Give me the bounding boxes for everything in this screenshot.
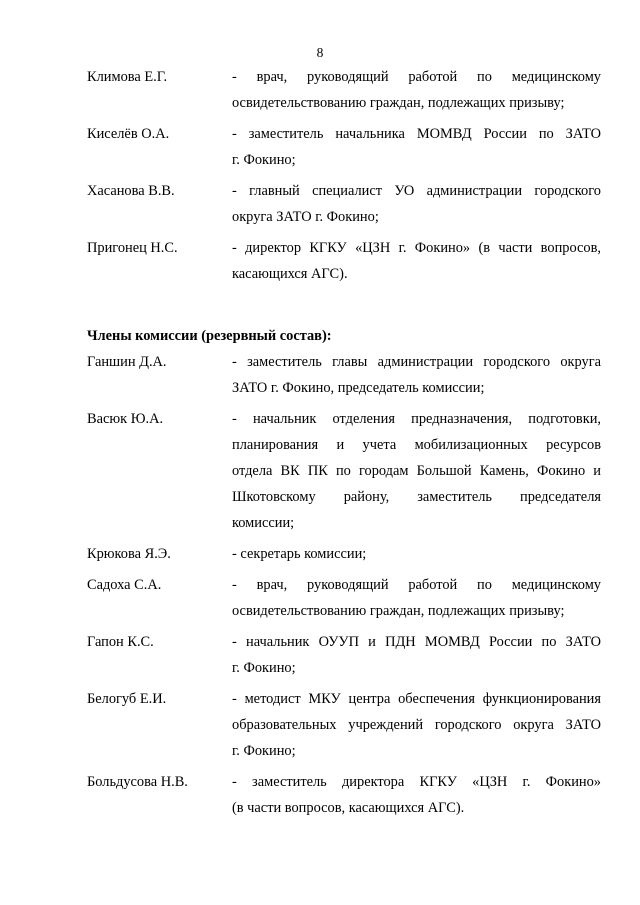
member-role bbox=[232, 629, 601, 681]
member-entry bbox=[87, 349, 601, 401]
member-entry bbox=[87, 686, 601, 764]
member-entry bbox=[87, 572, 601, 624]
member-name: Садоха С.А. bbox=[87, 577, 162, 593]
member-role-line: Шкотовскому району, заместитель председателя bbox=[232, 489, 601, 505]
member-role-line: - директор КГКУ «ЦЗН г. Фокино» (в части вопросов, bbox=[232, 240, 601, 256]
member-entry bbox=[87, 178, 601, 230]
member-role-line: - главный специалист УО администрации городского bbox=[232, 183, 601, 199]
member-role-line: планирования и учета мобилизационных ресурсов bbox=[232, 437, 601, 453]
member-name: Киселёв О.А. bbox=[87, 126, 170, 142]
member-role-line: касающихся АГС). bbox=[232, 266, 348, 282]
member-name: Больдусова Н.В. bbox=[87, 774, 188, 790]
member-role-line: освидетельствованию граждан, подлежащих призыву; bbox=[232, 603, 565, 619]
page-number: 8 bbox=[316, 45, 324, 60]
member-role-line: - методист МКУ центра обеспечения функционирования bbox=[232, 691, 601, 707]
reserve-members-heading: Члены комиссии (резервный состав): bbox=[87, 328, 332, 344]
member-entry bbox=[87, 64, 601, 116]
member-role bbox=[232, 349, 601, 401]
member-role-line: округа ЗАТО г. Фокино; bbox=[232, 209, 379, 225]
member-role bbox=[232, 572, 601, 624]
member-role bbox=[232, 541, 601, 567]
member-name: Васюк Ю.А. bbox=[87, 411, 164, 427]
member-entry bbox=[87, 541, 601, 567]
member-role-line: освидетельствованию граждан, подлежащих призыву; bbox=[232, 95, 565, 111]
member-role-line: г. Фокино; bbox=[232, 743, 296, 759]
member-name: Хасанова В.В. bbox=[87, 183, 175, 199]
member-name: Крюкова Я.Э. bbox=[87, 546, 171, 562]
member-role-line: г. Фокино; bbox=[232, 152, 296, 168]
member-role bbox=[232, 64, 601, 116]
member-role bbox=[232, 686, 601, 764]
member-role-line: - врач, руководящий работой по медицинскому bbox=[232, 69, 601, 85]
member-role-line: - заместитель главы администрации городского округа bbox=[232, 354, 601, 370]
member-entry bbox=[87, 769, 601, 821]
member-name: Ганшин Д.А. bbox=[87, 354, 167, 370]
member-role-line: комиссии; bbox=[232, 515, 295, 531]
member-role-line: - заместитель директора КГКУ «ЦЗН г. Фокино» bbox=[232, 774, 601, 790]
member-name: Климова Е.Г. bbox=[87, 69, 168, 85]
member-entry bbox=[87, 235, 601, 287]
document-body bbox=[87, 64, 601, 821]
members-main-list bbox=[87, 64, 601, 287]
member-role bbox=[232, 178, 601, 230]
member-role-line: отдела ВК ПК по городам Большой Камень, Фокино и bbox=[232, 463, 601, 479]
member-name: Пригонец Н.С. bbox=[87, 240, 178, 256]
member-role bbox=[232, 769, 601, 821]
member-role-line: - секретарь комиссии; bbox=[232, 546, 367, 562]
member-role bbox=[232, 235, 601, 287]
member-role bbox=[232, 406, 601, 536]
member-entry bbox=[87, 121, 601, 173]
member-role-line: - начальник ОУУП и ПДН МОМВД России по ЗАТО bbox=[232, 634, 601, 650]
member-role-line: ЗАТО г. Фокино, председатель комиссии; bbox=[232, 380, 485, 396]
member-entry bbox=[87, 629, 601, 681]
member-role-line: г. Фокино; bbox=[232, 660, 296, 676]
member-role-line: - заместитель начальника МОМВД России по ЗАТО bbox=[232, 126, 601, 142]
members-reserve-list bbox=[87, 349, 601, 821]
member-role-line: - врач, руководящий работой по медицинскому bbox=[232, 577, 601, 593]
member-role bbox=[232, 121, 601, 173]
member-role-line: образовательных учреждений городского округа ЗАТО bbox=[232, 717, 601, 733]
member-role-line: (в части вопросов, касающихся АГС). bbox=[232, 800, 465, 816]
member-name: Гапон К.С. bbox=[87, 634, 154, 650]
member-entry bbox=[87, 406, 601, 536]
member-role-line: - начальник отделения предназначения, подготовки, bbox=[232, 411, 601, 427]
member-name: Белогуб Е.И. bbox=[87, 691, 167, 707]
